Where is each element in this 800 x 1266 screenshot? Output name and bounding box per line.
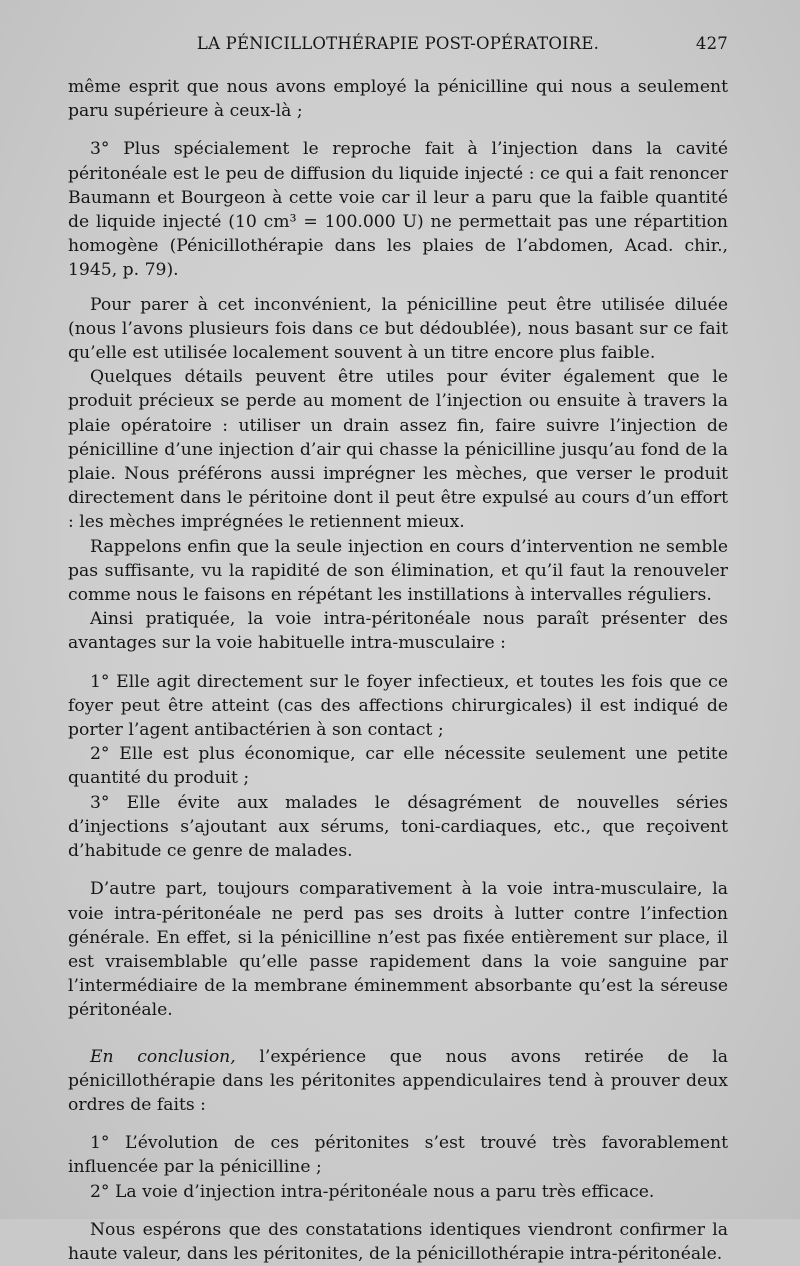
- paragraph: 3° Plus spécialement le reproche fait à l’injection dans la cavité péritonéale est le peu de diffusion du liquide injecté : ce qui a fait renoncer Baumann et Bourgeon à cette voie car il leur a paru que la faible quantité de liquide injecté (10 cm³ = 100.000 U) ne permettait pas une répartition homogène (Pénicillothérapie dans les plaies de l’abdomen, Acad. chir., 1945, p. 79).: [68, 139, 728, 281]
- paragraph: Quelques détails peuvent être utiles pour éviter également que le produit précieux se perde au moment de l’injection ou ensuite à travers la plaie opératoire : utiliser un drain assez fin, faire suivre l’injection de pénicilline d’une injection d’air qui chasse la pénicilline jusqu’au fond de la plaie. Nous préférons aussi imprégner les mèches, que verser le produit directement dans le péritoine dont il peut être expulsé au cours d’un effort : les mèches imprégnées le retiennent mieux.: [68, 367, 728, 533]
- conclusion-text: l’expérience que nous avons retirée de la pénicillothérapie dans les péritonites appendiculaires tend à prouver deux ordres de faits :: [68, 1046, 729, 1115]
- paragraph: Nous espérons que des constatations identiques viendront confirmer la haute valeur, dans les péritonites, de la pénicillothérapie intra-péritonéale.: [68, 1219, 728, 1264]
- list-item: 2° Elle est plus économique, car elle nécessite seulement une petite quantité du produit ;: [68, 744, 728, 789]
- page-number: 427: [695, 34, 728, 53]
- list-item: 1° L’évolution de ces péritonites s’est trouvé très favorablement influencée par la pénicilline ;: [68, 1133, 728, 1178]
- paragraph: même esprit que nous avons employé la pénicilline qui nous a seulement paru supérieure à ceux-là ;: [68, 77, 728, 122]
- running-header: [68, 34, 728, 60]
- list-item: 1° Elle agit directement sur le foyer infectieux, et toutes les fois que ce foyer peut être atteint (cas des affections chirurgicales) il est indiqué de porter l’agent antibactérien à son contact ;: [68, 671, 728, 741]
- paragraph: Ainsi pratiquée, la voie intra-péritonéale nous paraît présenter des avantages sur la voie habituelle intra-musculaire :: [68, 609, 728, 654]
- paragraph: Rappelons enfin que la seule injection en cours d’intervention ne semble pas suffisante, vu la rapidité de son élimination, et qu’il faut la renouveler comme nous le faisons en répétant les instillations à intervalles réguliers.: [68, 536, 728, 606]
- running-title: LA PÉNICILLOTHÉRAPIE POST-OPÉRATOIRE.: [196, 34, 600, 53]
- paragraph: Pour parer à cet inconvénient, la pénicilline peut être utilisée diluée (nous l’avons plusieurs fois dans ce but dédoublée), nous basant sur ce fait qu’elle est utilisée localement souvent à un titre encore plus faible.: [68, 294, 728, 364]
- paragraph: D’autre part, toujours comparativement à la voie intra-musculaire, la voie intra-péritonéale ne perd pas ses droits à lutter contre l’infection générale. En effet, si la pénicilline n’est pas fixée entièrement sur place, il est vraisemblable qu’elle passe rapidement dans la voie sanguine par l’intermédiaire de la membrane éminemment absorbante qu’est la séreuse péritonéale.: [68, 879, 728, 1021]
- list-item: 3° Elle évite aux malades le désagrément de nouvelles séries d’injections s’ajoutant aux sérums, toni-cardiaques, etc., que reçoivent d’habitude ce genre de malades.: [68, 792, 728, 862]
- body-text: [68, 75, 728, 1266]
- list-item: 2° La voie d’injection intra-péritonéale nous a paru très efficace.: [90, 1181, 655, 1202]
- conclusion-paragraph: [68, 1045, 728, 1118]
- conclusion-lead: En conclusion,: [90, 1046, 236, 1067]
